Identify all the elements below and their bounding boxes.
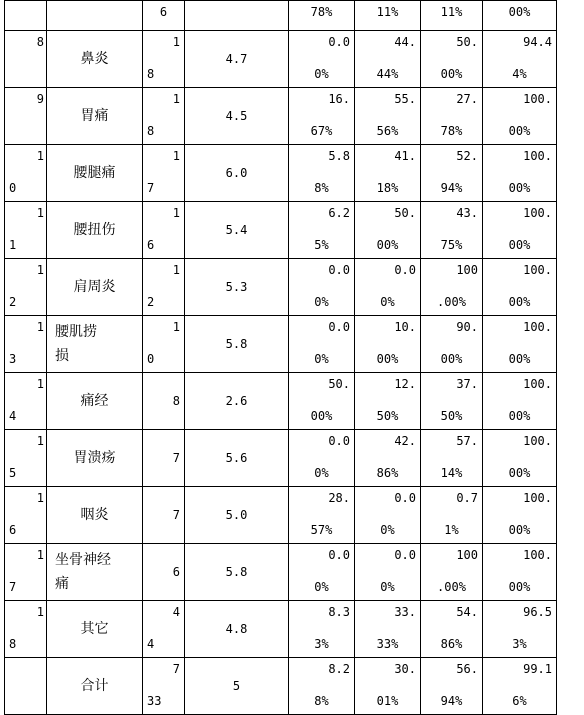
cell-average xyxy=(185,487,289,544)
cell-disease-name xyxy=(47,316,143,373)
case-count: 6 xyxy=(172,565,180,579)
pct-line2: 5% xyxy=(314,238,329,252)
pct-line2: 00% xyxy=(440,352,463,366)
row-number-bottom: 4 xyxy=(9,409,17,423)
pct-line2: 14% xyxy=(440,466,463,480)
average-value: 5 xyxy=(232,679,241,693)
pct-line2: 00% xyxy=(508,352,531,366)
table-row xyxy=(5,487,557,544)
table-row xyxy=(5,145,557,202)
cell-pct-2 xyxy=(355,430,421,487)
cell-pct-1 xyxy=(289,430,355,487)
pct-line2: 0% xyxy=(314,295,329,309)
pct-line1: 100. xyxy=(523,149,552,163)
cell-pct-2 xyxy=(355,601,421,658)
pct-line2: 56% xyxy=(376,124,399,138)
disease-name xyxy=(47,548,142,596)
case-count-top: 7 xyxy=(172,662,180,676)
pct-line2: 0% xyxy=(380,580,395,594)
pct-line2: 3% xyxy=(314,637,329,651)
pct-line2: 86% xyxy=(376,466,399,480)
pct-line1: 0.7 xyxy=(456,491,478,505)
pct-line2: 6% xyxy=(512,694,527,708)
disease-name-line1: 咽炎 xyxy=(80,507,109,523)
pct-line1: 0.0 xyxy=(328,434,350,448)
row-number-bottom: 6 xyxy=(9,523,17,537)
case-count-top: 1 xyxy=(172,92,180,106)
pct-line2: 0% xyxy=(380,295,395,309)
case-count-bottom: 2 xyxy=(147,295,155,309)
cell-case-count xyxy=(143,658,185,715)
pct-text: 00% xyxy=(508,5,531,19)
case-count-top: 1 xyxy=(172,206,180,220)
pct-line1: 0.0 xyxy=(328,35,350,49)
cell-disease-name xyxy=(47,145,143,202)
pct-line2: 0% xyxy=(314,466,329,480)
cell-row-number xyxy=(5,658,47,715)
cell-pct-2 xyxy=(355,544,421,601)
pct-line2: 00% xyxy=(376,352,399,366)
pct-line2: 8% xyxy=(314,694,329,708)
case-count-top: 1 xyxy=(172,320,180,334)
cell-case-count xyxy=(143,259,185,316)
cell-row-number xyxy=(5,202,47,259)
pct-line1: 96.5 xyxy=(523,605,552,619)
disease-name-line1: 其它 xyxy=(80,621,109,637)
pct-line2: .00% xyxy=(437,580,466,594)
cell-case-count xyxy=(143,316,185,373)
cell-pct-1 xyxy=(289,601,355,658)
pct-line1: 42. xyxy=(394,434,416,448)
case-count-bottom: 4 xyxy=(147,637,155,651)
pct-line1: 56. xyxy=(456,662,478,676)
average-value: 2.6 xyxy=(225,394,248,408)
case-count-top: 1 xyxy=(172,263,180,277)
case-count: 8 xyxy=(172,394,180,408)
table-row xyxy=(5,316,557,373)
pct-line2: 00% xyxy=(310,409,333,423)
table-row xyxy=(5,202,557,259)
disease-name xyxy=(47,389,142,413)
cell-pct-4 xyxy=(483,1,557,31)
cell-pct-3 xyxy=(421,316,483,373)
cell-pct-3 xyxy=(421,658,483,715)
row-number-bottom: 8 xyxy=(9,637,17,651)
case-count: 7 xyxy=(172,451,180,465)
cell-pct-2 xyxy=(355,373,421,430)
row-number-top: 8 xyxy=(36,35,44,49)
pct-line1: 6.2 xyxy=(328,206,350,220)
cell-pct-2 xyxy=(355,88,421,145)
case-count: 7 xyxy=(172,508,180,522)
cell-case-count xyxy=(143,544,185,601)
disease-name xyxy=(47,446,142,470)
pct-line2: 00% xyxy=(440,67,463,81)
pct-line2: 00% xyxy=(508,181,531,195)
disease-name-line1: 腰腿痛 xyxy=(73,165,116,181)
cell-pct-2 xyxy=(355,145,421,202)
pct-line1: 100. xyxy=(523,434,552,448)
cell-pct-3 xyxy=(421,601,483,658)
cell-pct-2 xyxy=(355,1,421,31)
pct-line1: 99.1 xyxy=(523,662,552,676)
cell-average xyxy=(185,373,289,430)
cell-row-number xyxy=(5,259,47,316)
cell-row-number xyxy=(5,601,47,658)
disease-name-line2: 损 xyxy=(55,348,69,364)
disease-name xyxy=(47,320,142,368)
cell-pct-4 xyxy=(483,373,557,430)
row-number-top: 1 xyxy=(36,320,44,334)
cell-pct-3 xyxy=(421,31,483,88)
pct-line2: 00% xyxy=(508,124,531,138)
pct-line1: 90. xyxy=(456,320,478,334)
pct-line2: 00% xyxy=(508,523,531,537)
cell-pct-4 xyxy=(483,145,557,202)
cell-pct-3 xyxy=(421,145,483,202)
cell-average xyxy=(185,145,289,202)
disease-name-line1: 肩周炎 xyxy=(73,279,116,295)
cell-pct-4 xyxy=(483,202,557,259)
average-value: 4.5 xyxy=(225,109,248,123)
table-row xyxy=(5,544,557,601)
average-value: 4.7 xyxy=(225,52,248,66)
pct-line1: 55. xyxy=(394,92,416,106)
cell-average xyxy=(185,601,289,658)
disease-name-line1: 鼻炎 xyxy=(80,51,109,67)
cell-disease-name xyxy=(47,487,143,544)
cell-empty xyxy=(47,1,143,31)
cell-case-count xyxy=(143,601,185,658)
case-count-top: 4 xyxy=(172,605,180,619)
cell-pct-4 xyxy=(483,658,557,715)
case-count-bottom: 7 xyxy=(147,181,155,195)
average-value: 5.8 xyxy=(225,565,248,579)
pct-text: 78% xyxy=(310,5,333,19)
cell-case-count xyxy=(143,373,185,430)
disease-name-line1: 痛经 xyxy=(80,393,109,409)
cell-pct-3 xyxy=(421,202,483,259)
cell-disease-name xyxy=(47,658,143,715)
case-count-top: 1 xyxy=(172,149,180,163)
disease-name-line1: 胃痛 xyxy=(80,108,109,124)
pct-line1: 44. xyxy=(394,35,416,49)
cell-pct-3 xyxy=(421,544,483,601)
pct-line1: 100. xyxy=(523,548,552,562)
cell-average xyxy=(185,658,289,715)
pct-line2: 0% xyxy=(314,580,329,594)
pct-line2: 00% xyxy=(508,466,531,480)
table-row xyxy=(5,658,557,715)
cell-pct-1 xyxy=(289,259,355,316)
cell-disease-name xyxy=(47,373,143,430)
average-value: 4.8 xyxy=(225,622,248,636)
row-number-bottom: 2 xyxy=(9,295,17,309)
row-number-bottom: 0 xyxy=(9,181,17,195)
pct-line1: 0.0 xyxy=(394,263,416,277)
pct-line1: 12. xyxy=(394,377,416,391)
pct-text: 11% xyxy=(376,5,399,19)
cell-row-number xyxy=(5,487,47,544)
cell-average xyxy=(185,430,289,487)
row-number-bottom: 1 xyxy=(9,238,17,252)
cell-pct-3 xyxy=(421,373,483,430)
cell-pct-1 xyxy=(289,88,355,145)
cell-case-count xyxy=(143,487,185,544)
cell-row-number xyxy=(5,145,47,202)
average-value: 5.6 xyxy=(225,451,248,465)
table-body xyxy=(5,1,557,715)
cell-disease-name xyxy=(47,88,143,145)
row-number-top: 1 xyxy=(36,263,44,277)
cell-pct-2 xyxy=(355,31,421,88)
pct-line1: 100. xyxy=(523,92,552,106)
cell-disease-name xyxy=(47,31,143,88)
pct-line2: .00% xyxy=(437,295,466,309)
cell-pct-4 xyxy=(483,259,557,316)
cell-pct-1 xyxy=(289,658,355,715)
pct-line2: 00% xyxy=(376,238,399,252)
pct-line2: 4% xyxy=(512,67,527,81)
cell-pct-1 xyxy=(289,31,355,88)
cell-pct-2 xyxy=(355,259,421,316)
cell-row-number xyxy=(5,316,47,373)
pct-line1: 100. xyxy=(523,491,552,505)
row-number-bottom: 3 xyxy=(9,352,17,366)
pct-line1: 0.0 xyxy=(394,491,416,505)
cell-pct-1 xyxy=(289,202,355,259)
case-count-bottom: 33 xyxy=(147,694,162,708)
cell-pct-2 xyxy=(355,316,421,373)
pct-line2: 3% xyxy=(512,637,527,651)
pct-line2: 00% xyxy=(508,295,531,309)
cell-pct-4 xyxy=(483,601,557,658)
cell-case-count xyxy=(143,145,185,202)
pct-line2: 94% xyxy=(440,181,463,195)
cell-empty xyxy=(5,1,47,31)
table-row xyxy=(5,31,557,88)
pct-line2: 94% xyxy=(440,694,463,708)
cell-pct-1 xyxy=(289,145,355,202)
pct-line2: 78% xyxy=(440,124,463,138)
pct-line1: 57. xyxy=(456,434,478,448)
pct-line1: 8.3 xyxy=(328,605,350,619)
pct-line1: 33. xyxy=(394,605,416,619)
cell-case-count xyxy=(143,31,185,88)
pct-line2: 00% xyxy=(508,580,531,594)
table-row-partial-top xyxy=(5,1,557,31)
row-number-bottom: 5 xyxy=(9,466,17,480)
cell-empty xyxy=(185,1,289,31)
cell-case-count xyxy=(143,430,185,487)
cell-pct-1 xyxy=(289,1,355,31)
pct-line1: 30. xyxy=(394,662,416,676)
disease-name-line1: 合计 xyxy=(80,678,109,694)
pct-line1: 0.0 xyxy=(328,548,350,562)
pct-line1: 50. xyxy=(394,206,416,220)
cell-average xyxy=(185,88,289,145)
pct-line1: 37. xyxy=(456,377,478,391)
cell-pct-2 xyxy=(355,202,421,259)
cell-pct-3 xyxy=(421,1,483,31)
disease-name xyxy=(47,674,142,698)
cell-row-number xyxy=(5,373,47,430)
pct-text: 11% xyxy=(440,5,463,19)
pct-line1: 28. xyxy=(328,491,350,505)
pct-line1: 54. xyxy=(456,605,478,619)
cell-row-number xyxy=(5,430,47,487)
disease-name-line2: 痛 xyxy=(55,576,69,592)
pct-line2: 67% xyxy=(310,124,333,138)
pct-line1: 52. xyxy=(456,149,478,163)
cell-disease-name xyxy=(47,202,143,259)
pct-line1: 100. xyxy=(523,263,552,277)
statistics-table xyxy=(4,0,557,715)
row-number-top: 1 xyxy=(36,605,44,619)
pct-line1: 50. xyxy=(328,377,350,391)
table-row xyxy=(5,430,557,487)
row-number-top: 1 xyxy=(36,491,44,505)
row-number-top: 1 xyxy=(36,149,44,163)
cell-pct-3 xyxy=(421,259,483,316)
cell-average xyxy=(185,316,289,373)
pct-line1: 8.2 xyxy=(328,662,350,676)
cell-pct-1 xyxy=(289,373,355,430)
pct-line2: 86% xyxy=(440,637,463,651)
pct-line1: 100. xyxy=(523,320,552,334)
disease-name xyxy=(47,47,142,71)
pct-line2: 1% xyxy=(444,523,459,537)
pct-line2: 0% xyxy=(314,352,329,366)
pct-line1: 0.0 xyxy=(394,548,416,562)
pct-line1: 10. xyxy=(394,320,416,334)
disease-name-line1: 坐骨神经 xyxy=(55,552,111,568)
disease-name xyxy=(47,275,142,299)
cell-pct-2 xyxy=(355,658,421,715)
average-value: 5.4 xyxy=(225,223,248,237)
disease-name xyxy=(47,161,142,185)
cell-pct-4 xyxy=(483,316,557,373)
cell-average xyxy=(185,544,289,601)
cell-case-count xyxy=(143,202,185,259)
pct-line1: 100 xyxy=(456,548,478,562)
disease-name xyxy=(47,218,142,242)
pct-line1: 0.0 xyxy=(328,263,350,277)
pct-line1: 50. xyxy=(456,35,478,49)
pct-line2: 57% xyxy=(310,523,333,537)
table-row xyxy=(5,601,557,658)
pct-line2: 8% xyxy=(314,181,329,195)
cell-pct-2 xyxy=(355,487,421,544)
cell-pct-4 xyxy=(483,544,557,601)
cell-row-number xyxy=(5,544,47,601)
case-count-bottom: 6 xyxy=(147,238,155,252)
pct-line2: 01% xyxy=(376,694,399,708)
pct-line2: 44% xyxy=(376,67,399,81)
average-value: 5.8 xyxy=(225,337,248,351)
cell-average xyxy=(185,259,289,316)
disease-name-line1: 胃溃疡 xyxy=(73,450,116,466)
table-row xyxy=(5,259,557,316)
cell-count xyxy=(143,1,185,31)
pct-line1: 94.4 xyxy=(523,35,552,49)
cell-pct-3 xyxy=(421,487,483,544)
pct-line2: 00% xyxy=(508,238,531,252)
row-number-top: 1 xyxy=(36,206,44,220)
cell-pct-1 xyxy=(289,544,355,601)
cell-pct-4 xyxy=(483,88,557,145)
pct-line1: 16. xyxy=(328,92,350,106)
cell-average xyxy=(185,31,289,88)
cell-row-number xyxy=(5,31,47,88)
cell-disease-name xyxy=(47,430,143,487)
cell-pct-1 xyxy=(289,487,355,544)
cell-pct-4 xyxy=(483,487,557,544)
disease-name-line1: 腰扭伤 xyxy=(73,222,116,238)
cell-pct-1 xyxy=(289,316,355,373)
cell-case-count xyxy=(143,88,185,145)
average-value: 5.0 xyxy=(225,508,248,522)
case-count-top: 1 xyxy=(172,35,180,49)
pct-line2: 50% xyxy=(440,409,463,423)
disease-name xyxy=(47,503,142,527)
pct-line1: 100 xyxy=(456,263,478,277)
row-number-top: 1 xyxy=(36,377,44,391)
disease-name xyxy=(47,104,142,128)
cell-row-number xyxy=(5,88,47,145)
pct-line1: 0.0 xyxy=(328,320,350,334)
case-count-bottom: 8 xyxy=(147,67,155,81)
pct-line2: 0% xyxy=(380,523,395,537)
table-row xyxy=(5,373,557,430)
pct-line2: 18% xyxy=(376,181,399,195)
pct-line1: 27. xyxy=(456,92,478,106)
cell-disease-name xyxy=(47,601,143,658)
row-number-top: 1 xyxy=(36,548,44,562)
pct-line2: 00% xyxy=(508,409,531,423)
row-number-top: 9 xyxy=(36,92,44,106)
cell-pct-3 xyxy=(421,430,483,487)
pct-line1: 41. xyxy=(394,149,416,163)
pct-line2: 75% xyxy=(440,238,463,252)
pct-line2: 0% xyxy=(314,67,329,81)
case-count-bottom: 8 xyxy=(147,124,155,138)
pct-line1: 5.8 xyxy=(328,149,350,163)
pct-line2: 50% xyxy=(376,409,399,423)
row-number-bottom: 7 xyxy=(9,580,17,594)
disease-name-line1: 腰肌捞 xyxy=(55,324,97,340)
pct-line1: 100. xyxy=(523,206,552,220)
cell-pct-3 xyxy=(421,88,483,145)
cell-disease-name xyxy=(47,544,143,601)
average-value: 6.0 xyxy=(225,166,248,180)
cell-pct-4 xyxy=(483,31,557,88)
case-count-bottom: 0 xyxy=(147,352,155,366)
pct-line1: 100. xyxy=(523,377,552,391)
cell-pct-4 xyxy=(483,430,557,487)
cell-disease-name xyxy=(47,259,143,316)
pct-line2: 33% xyxy=(376,637,399,651)
disease-name xyxy=(47,617,142,641)
cell-average xyxy=(185,202,289,259)
pct-line1: 43. xyxy=(456,206,478,220)
row-number-top: 1 xyxy=(36,434,44,448)
table-row xyxy=(5,88,557,145)
average-value: 5.3 xyxy=(225,280,248,294)
count-text: 6 xyxy=(159,5,168,19)
